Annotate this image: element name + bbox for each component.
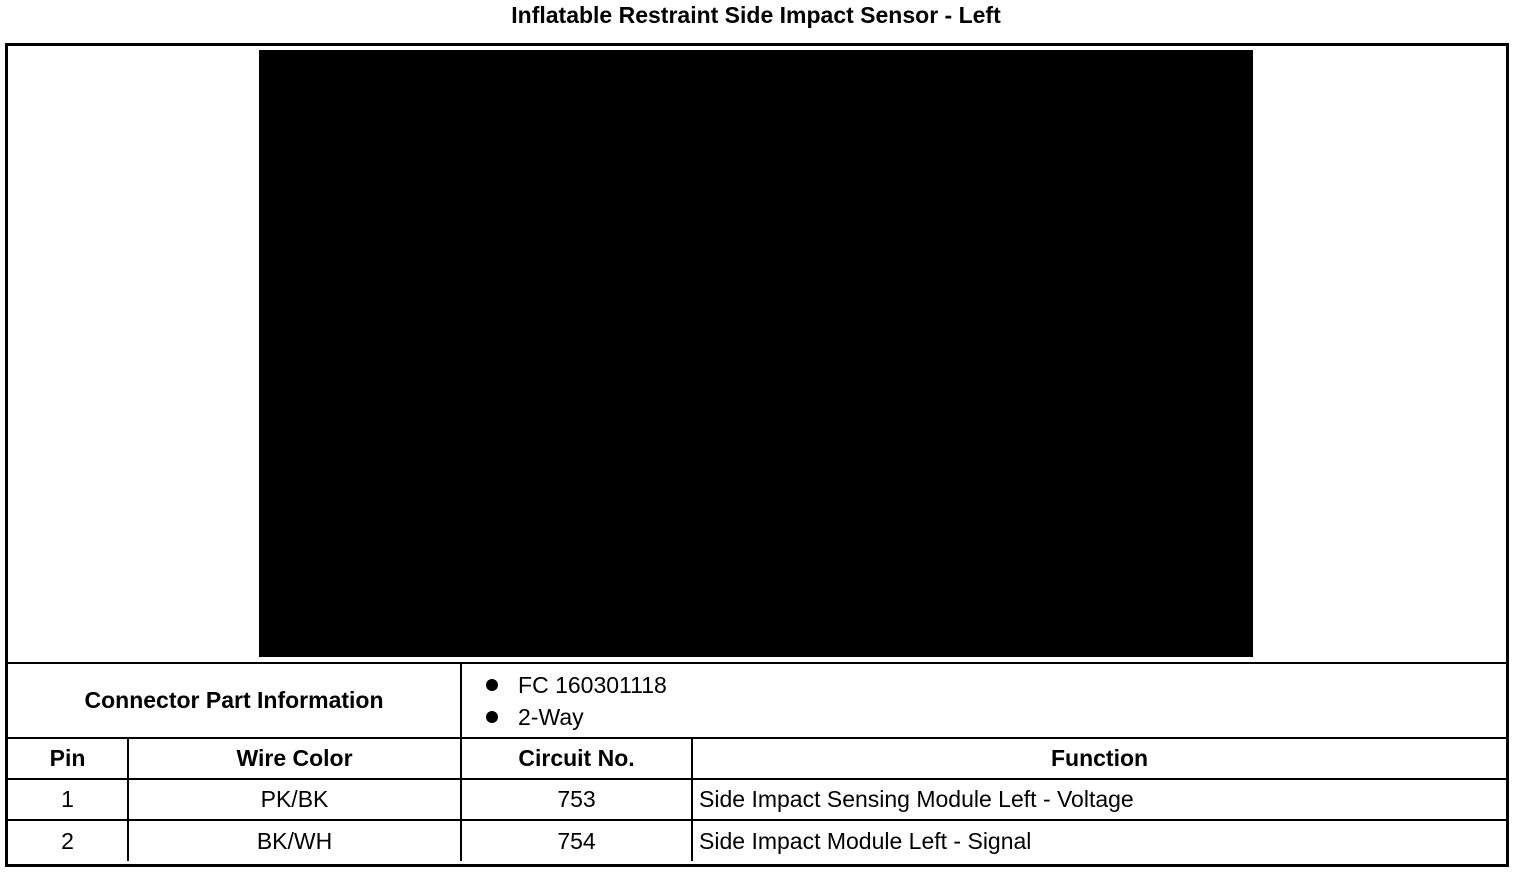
cell-function: Side Impact Sensing Module Left - Voltage [692,779,1506,820]
cell-pin: 1 [8,779,128,820]
cell-function: Side Impact Module Left - Signal [692,820,1506,861]
cell-circuit-no: 753 [461,779,692,820]
connector-part-row [8,664,1506,738]
connector-image-area [8,46,1506,664]
cell-wire-color: BK/WH [128,820,461,861]
connector-document-frame [5,43,1509,867]
header-function: Function [692,738,1506,779]
connector-image [259,50,1253,657]
bullet-icon [486,679,498,691]
bullet-icon [486,711,498,723]
cell-pin: 2 [8,820,128,861]
header-wire-color: Wire Color [128,738,461,779]
connector-part-item [486,701,1506,733]
cell-circuit-no: 754 [461,820,692,861]
connector-way-count: 2-Way [518,703,584,730]
connector-info-table [8,664,1506,861]
connector-part-number: FC 160301118 [518,671,667,698]
connector-part-list [462,669,1506,733]
connector-part-label: Connector Part Information [8,664,461,738]
table-header-row [8,738,1506,779]
connector-part-details [461,664,1506,738]
header-circuit-no: Circuit No. [461,738,692,779]
page-title: Inflatable Restraint Side Impact Sensor - Left [511,2,1001,28]
table-row [8,779,1506,820]
cell-wire-color: PK/BK [128,779,461,820]
table-row [8,820,1506,861]
connector-part-item [486,669,1506,701]
header-pin: Pin [8,738,128,779]
